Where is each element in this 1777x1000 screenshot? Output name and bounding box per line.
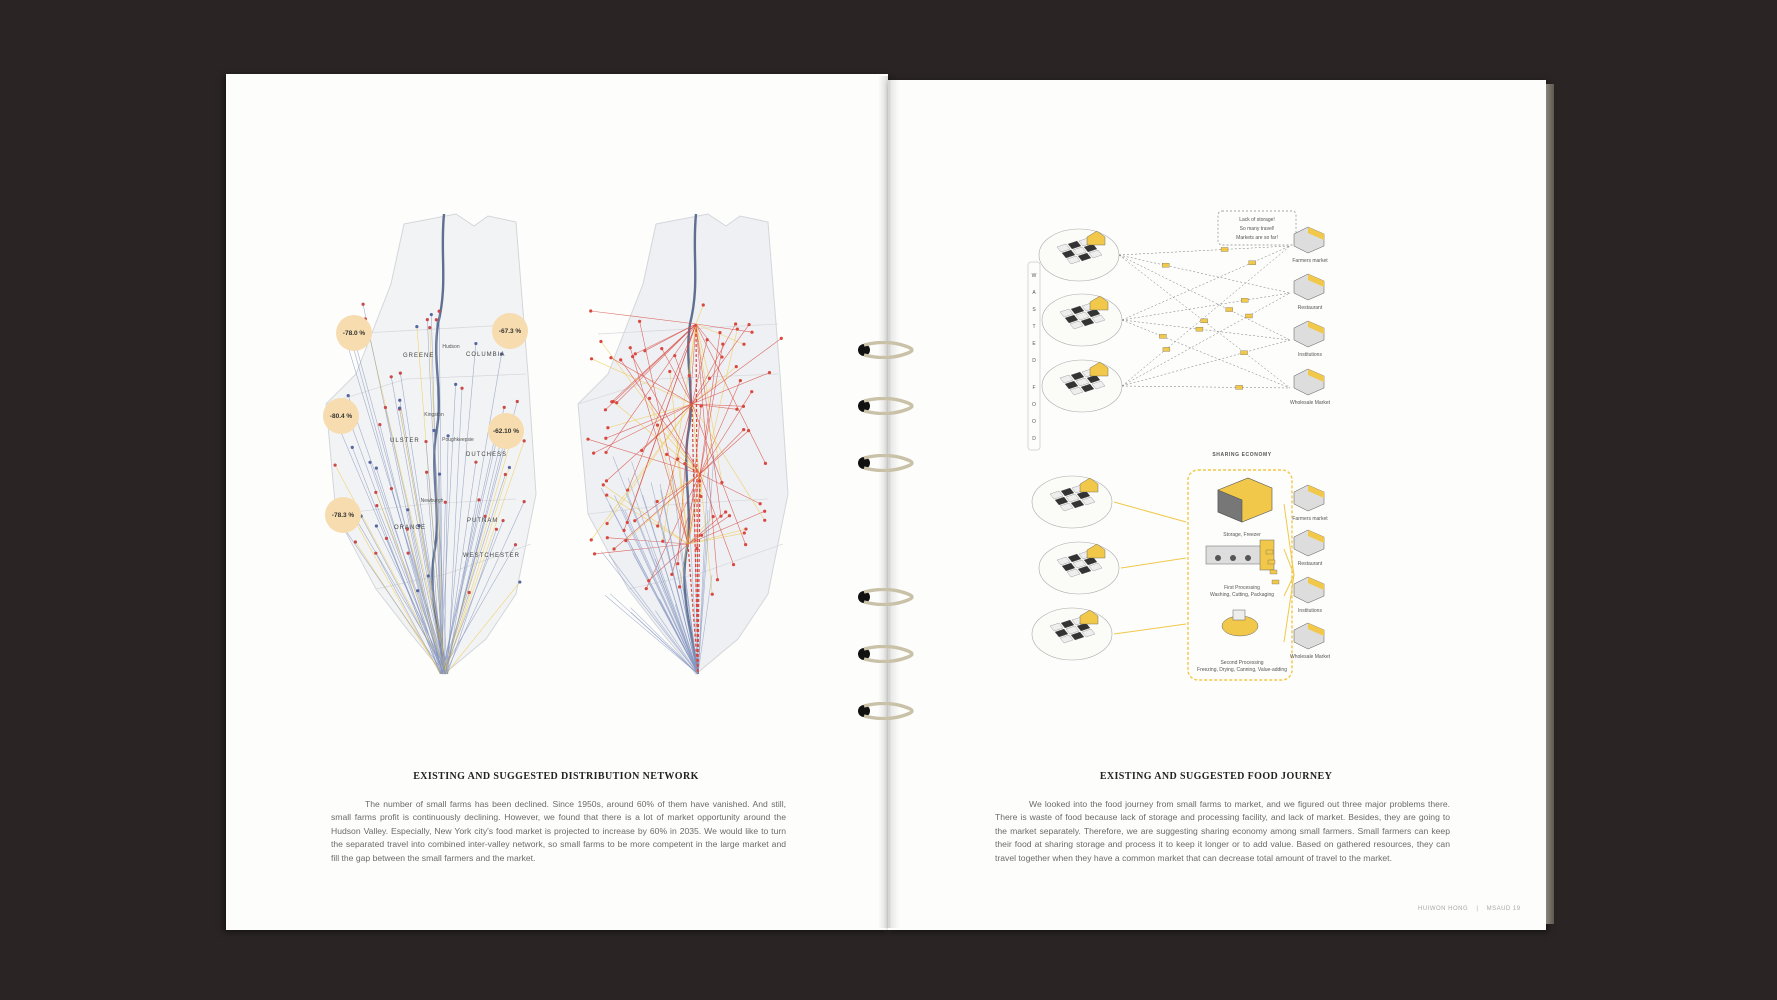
farm-dot: [768, 371, 771, 374]
market-label-top: Wholesale Market: [1289, 400, 1331, 406]
farm-island: [1032, 476, 1112, 528]
farm-dot: [384, 406, 387, 409]
farm-dot: [764, 462, 767, 465]
travel-line: [1122, 340, 1290, 386]
farm-dot: [432, 429, 435, 432]
farm-dot: [604, 408, 607, 411]
farm-dot: [700, 534, 703, 537]
farm-dot: [742, 343, 745, 346]
farm-dot: [638, 320, 641, 323]
farm-dot: [665, 453, 668, 456]
market-label-top: Farmers market: [1292, 258, 1328, 264]
truck: [1162, 263, 1169, 267]
farm-dot: [430, 313, 433, 316]
farm-dot: [683, 462, 686, 465]
farm-dot: [416, 589, 419, 592]
left-heading: EXISTING AND SUGGESTED DISTRIBUTION NETWORK: [413, 771, 699, 782]
farm-dot: [624, 539, 627, 542]
farm-dot: [604, 451, 607, 454]
farm-dot: [750, 331, 753, 334]
farm-dot: [474, 461, 477, 464]
farm-dot: [523, 439, 526, 442]
label-columbia: COLUMBIA: [466, 352, 506, 358]
farm-dot: [374, 552, 377, 555]
farm-dot: [425, 471, 428, 474]
farm-dot: [711, 593, 714, 596]
shared-route: [1114, 502, 1186, 522]
farm-dot: [735, 408, 738, 411]
step-first-processing-sub: Washing, Cutting, Packaging: [1209, 592, 1275, 598]
farm-dot: [719, 515, 722, 518]
farm-dot: [351, 446, 354, 449]
farm-dot: [390, 375, 393, 378]
farm-island: [1042, 360, 1122, 412]
farm-dot: [716, 578, 719, 581]
farm-dot: [468, 591, 471, 594]
farm-dot: [744, 527, 747, 530]
sharing-economy-diagram: [1032, 452, 1331, 680]
farm-dot: [763, 519, 766, 522]
farm-dot: [602, 483, 605, 486]
farm-dot: [589, 309, 592, 312]
wasted-letter: E: [1032, 341, 1036, 347]
farm-dot: [759, 502, 762, 505]
farm-dot: [647, 579, 650, 582]
farm-dot: [619, 358, 622, 361]
travel-line: [1122, 293, 1290, 386]
farm-dot: [728, 514, 731, 517]
page-stack-edge: [1546, 84, 1554, 924]
pct-orange: -78.3 %: [331, 512, 355, 519]
farm-dot: [586, 438, 589, 441]
farm-island: [1039, 542, 1119, 594]
pct-columbia: -67.3 %: [498, 328, 522, 335]
farm-dot: [747, 323, 750, 326]
truck: [1236, 385, 1243, 389]
step-storage-label: Storage, Freezer: [1223, 532, 1261, 538]
farm-dot: [477, 498, 480, 501]
label-westchester: WESTCHESTER: [463, 553, 521, 559]
truck: [1268, 560, 1275, 564]
farm-dot: [438, 310, 441, 313]
farm-dot: [688, 374, 691, 377]
step-first-processing-label: First Processing: [1224, 585, 1260, 591]
farm-dot: [378, 423, 381, 426]
farm-dot: [361, 303, 364, 306]
farm-dot: [606, 426, 609, 429]
wasted-letter: O: [1032, 402, 1036, 408]
travel-line: [1122, 246, 1290, 320]
farm-dot: [676, 457, 679, 460]
farm-dot: [347, 394, 350, 397]
farm-dot: [656, 524, 659, 527]
farm-dot: [612, 400, 615, 403]
farm-dot: [732, 563, 735, 566]
farm-dot: [706, 338, 709, 341]
label-ulster: ULSTER: [390, 438, 420, 444]
farm-island: [1039, 229, 1119, 281]
farm-island: [1042, 294, 1122, 346]
farm-dot: [678, 585, 681, 588]
town-poughkeepsie: Poughkeepsie: [442, 437, 474, 443]
truck: [1196, 327, 1203, 331]
farm-dot: [739, 379, 742, 382]
pct-greene: -78.0 %: [342, 330, 366, 337]
farm-dot: [438, 473, 441, 476]
farm-dot: [503, 406, 506, 409]
farm-dot: [661, 540, 664, 543]
farm-dot: [626, 488, 629, 491]
existing-network-map: [323, 214, 536, 674]
shared-route: [1121, 558, 1186, 568]
farm-dot: [599, 340, 602, 343]
callout-line-3: Markets are so far!: [1236, 235, 1278, 241]
farm-dot: [590, 538, 593, 541]
farm-dot: [742, 428, 745, 431]
label-greene: GREENE: [403, 353, 435, 359]
farm-dot: [743, 531, 746, 534]
callout-line-1: Lack of storage!: [1239, 217, 1275, 223]
farm-dot: [702, 303, 705, 306]
truck: [1249, 261, 1256, 265]
farm-dot: [673, 354, 676, 357]
farm-dot: [750, 390, 753, 393]
travel-line: [1122, 386, 1290, 388]
farm-dot: [736, 327, 739, 330]
food-journey-diagrams: [888, 80, 1546, 700]
sharing-economy-title: SHARING ECONOMY: [1212, 452, 1272, 458]
farm-dot: [407, 551, 410, 554]
pct-ulster: -80.4 %: [329, 413, 353, 420]
step-second-processing-label: Second Processing: [1220, 660, 1264, 666]
farm-dot: [605, 479, 608, 482]
farm-dot: [514, 543, 517, 546]
farm-dot: [609, 356, 612, 359]
truck: [1201, 319, 1208, 323]
truck: [1241, 298, 1248, 302]
farm-dot: [428, 326, 431, 329]
travel-line: [1119, 255, 1290, 340]
farm-dot: [615, 401, 618, 404]
farm-dot: [734, 322, 737, 325]
farm-dot: [735, 365, 738, 368]
farm-dot: [460, 387, 463, 390]
pct-dutchess: -62.10 %: [492, 428, 520, 435]
farm-dot: [718, 331, 721, 334]
farm-dot: [780, 337, 783, 340]
farm-dot: [523, 500, 526, 503]
wasted-letter: D: [1032, 436, 1036, 442]
farm-dot: [633, 519, 636, 522]
existing-food-journey-diagram: [1028, 211, 1331, 450]
town-kingston: Kingston: [424, 412, 444, 418]
farm-dot: [695, 547, 698, 550]
farm-dot: [399, 371, 402, 374]
truck: [1226, 308, 1233, 312]
farm-dot: [643, 349, 646, 352]
farm-dot: [426, 318, 429, 321]
binder-ring-4: [858, 588, 916, 606]
farm-dot: [518, 580, 521, 583]
farm-dot: [516, 400, 519, 403]
farm-dot: [670, 573, 673, 576]
farm-dot: [656, 424, 659, 427]
truck: [1270, 570, 1277, 574]
farm-dot: [656, 500, 659, 503]
farm-dot: [398, 406, 401, 409]
farm-dot: [375, 504, 378, 507]
distribution-network-maps: [226, 74, 888, 694]
farm-dot: [385, 537, 388, 540]
page-footer: [1418, 906, 1521, 912]
farm-dot: [721, 342, 724, 345]
farm-dot: [744, 543, 747, 546]
farm-dot: [622, 529, 625, 532]
farm-dot: [415, 325, 418, 328]
wasted-letter: S: [1032, 307, 1036, 313]
wasted-letter: D: [1032, 358, 1036, 364]
wasted-letter: T: [1032, 324, 1036, 330]
callout-line-2: So many travel!: [1239, 226, 1275, 232]
farm-dot: [640, 449, 643, 452]
farm-dot: [333, 464, 336, 467]
binder-ring-3: [858, 454, 916, 472]
market-label-bottom: Wholesale Market: [1289, 654, 1331, 660]
footer-program: MSAUD 19: [1486, 906, 1521, 912]
farm-dot: [375, 467, 378, 470]
binder-ring-1: [858, 341, 916, 359]
farm-dot: [747, 429, 750, 432]
farm-dot: [454, 383, 457, 386]
farm-dot: [390, 487, 393, 490]
farm-dot: [712, 515, 715, 518]
left-paragraph: The number of small farms has been declined. Since 1950s, around 60% of them have vanished. And still, small farms profit is continuously declining. However, we found that there is a lot of market opportunity around the Hudson Valley. Especially, New York city's food market is projected to increase by 60% in 2035. We would like to turn the separated travel into combined inter-valley network, so small farms to be more competent in the large market and fill the gap between the small farmers and the market.: [331, 799, 786, 863]
farm-dot: [604, 437, 607, 440]
farm-dot: [435, 318, 438, 321]
farm-dot: [634, 352, 637, 355]
market-label-top: Restaurant: [1297, 305, 1323, 311]
farm-dot: [631, 355, 634, 358]
truck: [1221, 247, 1228, 251]
farm-dot: [427, 574, 430, 577]
farm-dot: [374, 491, 377, 494]
label-putnam: PUTNAM: [467, 518, 499, 524]
farm-dot: [720, 355, 723, 358]
storage-freezer-step: [1218, 478, 1272, 538]
farm-dot: [668, 370, 671, 373]
town-hudson: Hudson: [442, 344, 460, 350]
farm-dot: [501, 519, 504, 522]
truck: [1272, 580, 1279, 584]
wasted-letter: F: [1032, 385, 1036, 391]
market-label-bottom: Restaurant: [1297, 561, 1323, 567]
farm-dot: [592, 451, 595, 454]
farm-dot: [645, 587, 648, 590]
town-newburgh: Newburgh: [420, 498, 444, 504]
farm-dot: [676, 562, 679, 565]
farm-dot: [368, 461, 371, 464]
farm-dot: [606, 522, 609, 525]
wasted-letter: A: [1032, 290, 1036, 296]
binder-ring-6: [858, 702, 916, 720]
label-orange: ORANGE: [394, 525, 427, 531]
shared-route: [1284, 504, 1294, 575]
farm-dot: [495, 528, 498, 531]
travel-line: [1119, 246, 1290, 255]
binder-ring-5: [858, 645, 916, 663]
truck: [1241, 351, 1248, 355]
footer-author: HUIWON HONG: [1418, 906, 1469, 912]
farm-dot: [699, 495, 702, 498]
right-heading: EXISTING AND SUGGESTED FOOD JOURNEY: [1099, 771, 1333, 782]
farm-dot: [698, 479, 701, 482]
farm-dot: [660, 347, 663, 350]
first-processing-step: [1206, 540, 1274, 598]
wasted-letter: W: [1031, 273, 1037, 279]
label-dutchess: DUTCHESS: [466, 452, 508, 458]
farm-dot: [474, 342, 477, 345]
right-paragraph: We looked into the food journey from small farms to market, and we figured out three major problems there. There is waste of food because lack of storage and processing facility, and lack of market. Besides, they are going to the market separately. Therefore, we are suggesting sharing economy among small farmers. Small farmers can keep their food at sharing storage and process it to keep it longer or to add value. Based on gathered resources, they can travel together when they have a common market that can decrease total amount of travel to the market.: [995, 799, 1450, 863]
farm-dot: [724, 510, 727, 513]
farm-dot: [612, 547, 615, 550]
farm-dot: [504, 473, 507, 476]
wasted-food-label: [1032, 273, 1037, 442]
market-label-bottom: Farmers market: [1292, 516, 1328, 522]
farm-dot: [606, 536, 609, 539]
wasted-letter: O: [1032, 419, 1036, 425]
farm-dot: [424, 440, 427, 443]
farm-island: [1032, 608, 1112, 660]
farm-dot: [763, 510, 766, 513]
farm-dot: [605, 493, 608, 496]
suggested-network-map: [578, 214, 788, 674]
shared-route: [1114, 624, 1186, 634]
farm-dot: [742, 405, 745, 408]
farm-dot: [398, 399, 401, 402]
farm-dot: [406, 508, 409, 511]
farm-dot: [629, 346, 632, 349]
farm-dot: [708, 377, 711, 380]
step-second-processing-sub: Freezing, Drying, Canning, Value-adding: [1197, 667, 1287, 673]
farm-dot: [508, 466, 511, 469]
market-label-top: Institutions: [1298, 352, 1322, 358]
truck: [1245, 314, 1252, 318]
farm-dot: [354, 540, 357, 543]
truck: [1163, 347, 1170, 351]
truck: [1266, 550, 1273, 554]
farm-dot: [590, 357, 593, 360]
footer-separator: |: [1476, 906, 1479, 912]
farm-dot: [375, 524, 378, 527]
farm-dot: [720, 481, 723, 484]
second-processing-step: [1197, 610, 1287, 673]
travel-line: [1119, 255, 1290, 293]
farm-dot: [593, 552, 596, 555]
binder-ring-2: [858, 397, 916, 415]
truck: [1159, 334, 1166, 338]
farm-dot: [444, 501, 447, 504]
farm-dot: [648, 397, 651, 400]
farm-dot: [699, 404, 702, 407]
farm-dot: [626, 521, 629, 524]
market-label-bottom: Institutions: [1298, 608, 1322, 614]
